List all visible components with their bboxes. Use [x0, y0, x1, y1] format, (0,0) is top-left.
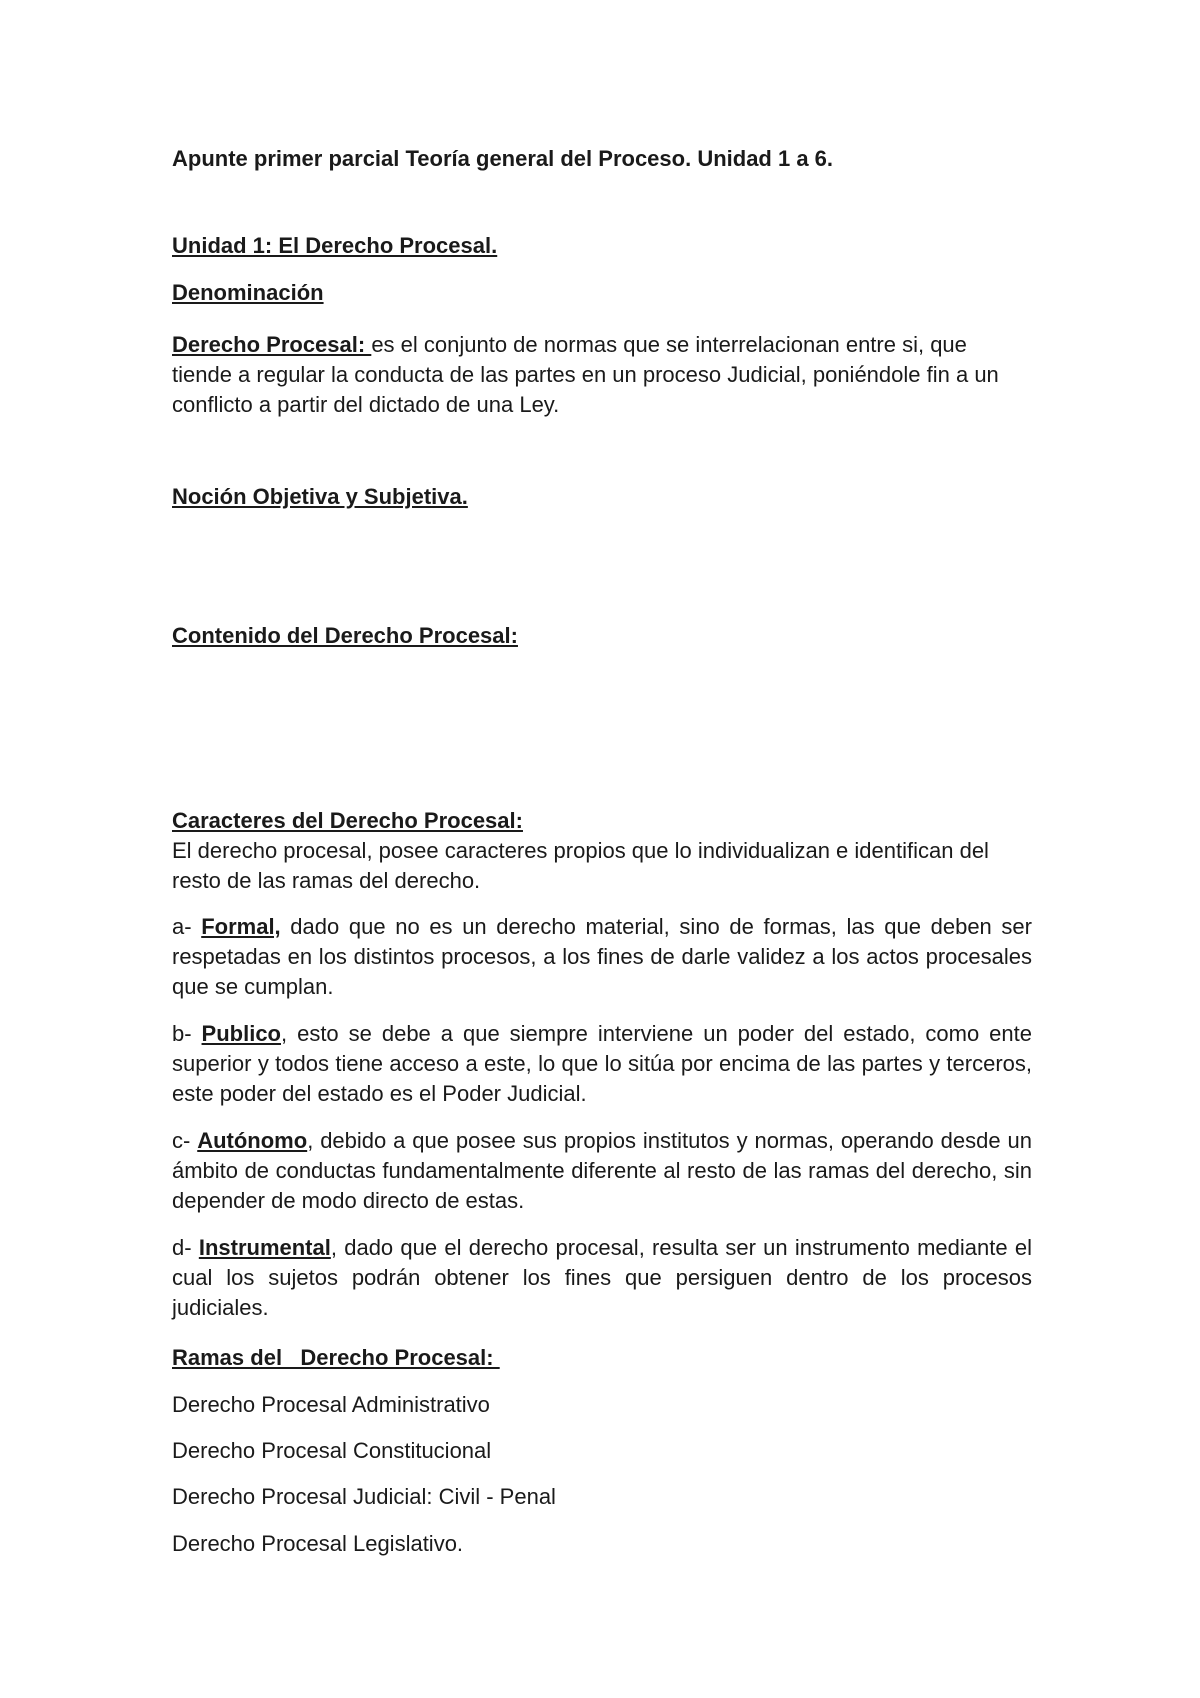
- caracter-item: c- Autónomo, debido a que posee sus propios institutos y normas, operando desde un ámbito de conductas fundamentalmente diferente al resto de las ramas del derecho, sin depender de modo directo de estas.: [172, 1128, 1032, 1213]
- definition-text: es el conjunto de normas que se interrelacionan entre si, que tiende a regular la conducta de las partes en un proceso Judicial, poniéndole fin a un conflicto a partir del dictado de una Ley.: [172, 332, 999, 417]
- caracter-term: Instrumental: [198, 1235, 331, 1260]
- caracter-item: b- Publico, esto se debe a que siempre interviene un poder del estado, como ente superior y todos tiene acceso a este, lo que lo sitúa por encima de las partes y terceros, este poder del estado es el Poder Judicial.: [172, 1021, 1032, 1106]
- caracter-term: Autónomo: [197, 1128, 308, 1153]
- caracter-term: Formal,: [201, 914, 281, 939]
- rama-item: Derecho Procesal Judicial: Civil - Penal: [172, 1484, 556, 1509]
- rama-item: Derecho Procesal Administrativo: [172, 1392, 490, 1417]
- ramas-heading: Ramas del Derecho Procesal:: [172, 1345, 500, 1370]
- rama-item: Derecho Procesal Legislativo.: [172, 1531, 464, 1556]
- nocion-heading: Noción Objetiva y Subjetiva.: [172, 484, 468, 509]
- caracter-item: d- Instrumental, dado que el derecho procesal, resulta ser un instrumento mediante el cual los sujetos podrán obtener los fines que persiguen dentro de los procesos judiciales.: [172, 1235, 1032, 1320]
- definition-term: Derecho Procesal:: [172, 332, 372, 357]
- caracter-item: a- Formal, dado que no es un derecho material, sino de formas, las que deben ser respetadas en los distintos procesos, a los fines de darle validez a los actos procesales que se cumplan.: [172, 914, 1032, 999]
- definition-paragraph: [172, 330, 1032, 420]
- contenido-heading: Contenido del Derecho Procesal:: [172, 623, 518, 648]
- caracteres-heading: Caracteres del Derecho Procesal:: [172, 808, 523, 833]
- caracteres-intro: El derecho procesal, posee caracteres propios que lo individualizan e identifican del resto de las ramas del derecho.: [172, 838, 989, 893]
- rama-item: Derecho Procesal Constitucional: [172, 1438, 492, 1463]
- caracter-term: Publico: [201, 1021, 281, 1046]
- unit-heading: Unidad 1: El Derecho Procesal.: [172, 233, 498, 258]
- document-title: Apunte primer parcial Teoría general del Proceso. Unidad 1 a 6.: [172, 146, 834, 171]
- denominacion-heading: Denominación: [172, 280, 324, 305]
